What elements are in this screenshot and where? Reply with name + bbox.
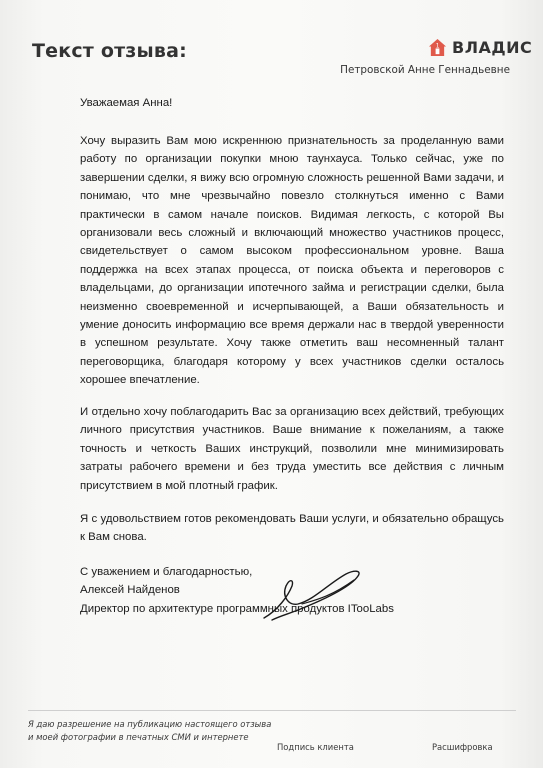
house-icon: [428, 38, 447, 57]
letter-paragraph-2: И отдельно хочу поблагодарить Вас за организацию всех действий, требующих личного присутствия участников. Ваше внимание к пожеланиям, а также точность и четкость Ваших инструкций, позволили мне минимизировать затраты рабочего времени и без труда уместить все действия с личным присутствием в мой плотный график.: [80, 406, 504, 492]
transcript-label: Расшифровка: [432, 742, 493, 752]
signer-name: Алексей Найденов: [80, 584, 180, 597]
recipient-name: Петровской Анне Геннадьевне: [340, 64, 510, 76]
svg-text:1: 1: [435, 43, 440, 50]
signer-position: Директор по архитектуре программных продуктов ITooLabs: [80, 602, 394, 615]
brand-logo: [428, 38, 532, 57]
client-signature-label: Подпись клиента: [277, 742, 354, 752]
consent-line-1: Я даю разрешение на публикацию настоящего отзыва: [28, 719, 272, 729]
consent-line-2: и моей фотографии в печатных СМИ и интернете: [28, 732, 249, 742]
letter-paragraph-3: Я с удовольствием готов рекомендовать Ваши услуги, и обязательно обращусь к Вам снова.: [80, 513, 504, 544]
footer-divider: [28, 710, 516, 711]
brand-name: ВЛАДИС: [452, 38, 533, 57]
page-title: Текст отзыва:: [32, 40, 187, 62]
letter-greeting: Уважаемая Анна!: [80, 97, 173, 109]
handwritten-signature-icon: [258, 566, 368, 626]
closing-regards: С уважением и благодарностью,: [80, 566, 253, 578]
publication-consent: [28, 718, 278, 744]
letter-paragraph-1: Хочу выразить Вам мою искреннюю признательность за проделанную вами работу по организации покупки мною таунхауса. Только сейчас, уже по завершении сделки, я вижу всю огромную сложность решенной Вами задачи, и понимаю, что мне чрезвычайно повезло столкнуться именно с Вами практически в самом начале поисков. Видимая легкость, с которой Вы организовали весь сложный и включающий множество участников процесс, свидетельствует о самом высоком профессиональном уровне. Ваша поддержка на всех этапах процесса, от поиска объекта и переговоров с владельцами, до организации ипотечного займа и регистрации сделки, была неизменно своевременной и исчерпывающей, а Ваши обязательность и умение доносить информацию все время держали нас в твердой уверенности в успешном результате. Хочу также отметить ваш несомненный талант переговорщика, благодаря которому у всех участников сделки осталось хорошее впечатление.: [80, 135, 504, 387]
